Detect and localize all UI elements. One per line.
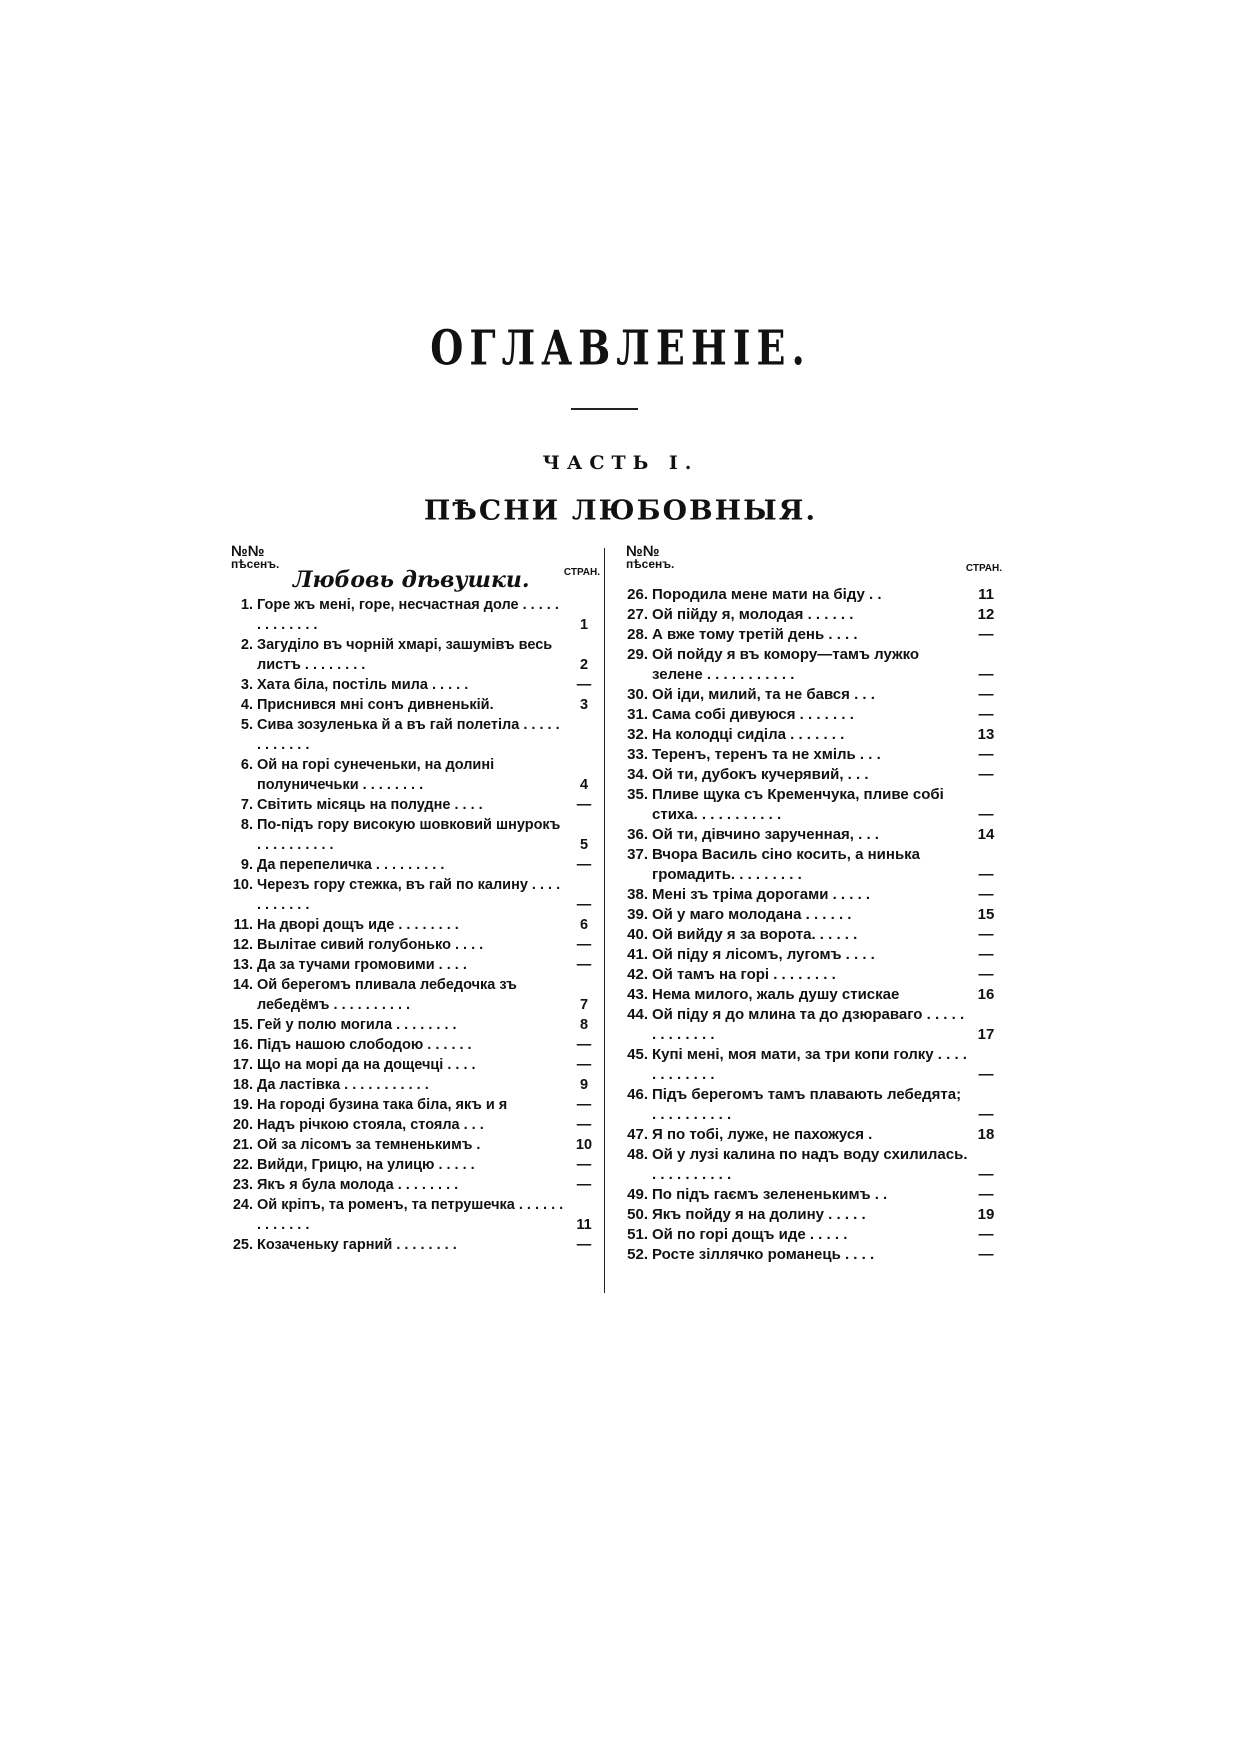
entry-title: А вже тому третій день . . . . — [652, 626, 858, 643]
toc-entry — [620, 1005, 1002, 1045]
entry-page: — — [978, 966, 994, 983]
left-header-numbers — [231, 545, 279, 571]
entry-page: — — [576, 1237, 592, 1253]
entry-title: Надъ річкою стояла, стояла . . . — [257, 1117, 484, 1133]
entry-page: — — [978, 1186, 994, 1203]
entry-number: 23. — [232, 1177, 253, 1193]
entry-title: Ой вийду я за ворота. . . . . . — [652, 926, 858, 943]
entry-page: 14 — [977, 826, 995, 843]
entry-title: Хата біла, постіль мила . . . . . — [257, 677, 469, 693]
toc-entry — [620, 965, 1002, 985]
entry-number: 6. — [240, 757, 253, 773]
entry-page: — — [978, 706, 994, 723]
entry-title: Вийди, Грицю, на улицю . . . . . — [257, 1157, 475, 1173]
entry-title: Пливе щука съ Кременчука, пливе собі стиха. . . . . . . . . . . — [652, 786, 944, 823]
entry-title: Нема милого, жаль душу стискае — [652, 986, 900, 1003]
toc-entry — [620, 985, 1002, 1005]
left-header-numbers-symbol: №№ — [231, 543, 265, 560]
entry-title: Сама собі дивуюся . . . . . . . — [652, 706, 854, 723]
toc-entry — [225, 795, 600, 815]
entry-page: 3 — [579, 697, 589, 713]
entry-title: Ой по горі дощъ иде . . . . . — [652, 1226, 848, 1243]
entry-page: — — [576, 937, 592, 953]
entry-number: 34. — [627, 766, 648, 783]
entry-number: 30. — [627, 686, 648, 703]
left-column-subtitle: Любовь дѣвушки. — [293, 567, 530, 593]
entry-title: Вчора Василь сіно косить, а нинька громадить. . . . . . . . . — [652, 846, 921, 883]
entry-page: — — [576, 1157, 592, 1173]
entry-number: 29. — [627, 646, 648, 663]
toc-entry — [620, 1045, 1002, 1085]
entry-number: 51. — [627, 1226, 648, 1243]
entry-title: На дворі дощъ иде . . . . . . . . — [257, 917, 459, 933]
entry-page: — — [576, 857, 592, 873]
entry-page: 8 — [579, 1017, 589, 1033]
entry-title: Світить місяць на полудне . . . . — [257, 797, 483, 813]
entry-number: 21. — [232, 1137, 253, 1153]
entry-title: Якъ пойду я на долину . . . . . — [652, 1206, 866, 1223]
entry-title: Ой на горі сунеченьки, на долині полуничечьки . . . . . . . . — [257, 757, 495, 793]
toc-entry — [620, 745, 1002, 765]
entry-number: 17. — [232, 1057, 253, 1073]
entry-page: — — [978, 1226, 994, 1243]
entry-title: Ой за лісомъ за темненькимъ . — [257, 1137, 481, 1153]
entry-page: — — [576, 797, 592, 813]
toc-entry — [225, 1235, 600, 1255]
right-column-header — [620, 545, 1002, 585]
entry-number: 4. — [240, 697, 253, 713]
entry-title: Ой кріпъ, та роменъ, та петрушечка . . . . . . . . . . . . . — [257, 1197, 564, 1233]
entry-page: 1 — [579, 617, 589, 633]
toc-entry — [620, 605, 1002, 625]
entry-title: Ой у лузі калина по надъ воду схилилась. . . . . . . . . . . — [652, 1146, 968, 1183]
entry-page: — — [576, 1057, 592, 1073]
entry-title: Гей у полю могила . . . . . . . . — [257, 1017, 457, 1033]
entry-page: — — [978, 746, 994, 763]
toc-left-column — [225, 545, 600, 1255]
entry-number: 7. — [240, 797, 253, 813]
entry-number: 50. — [627, 1206, 648, 1223]
entry-page: — — [978, 1246, 994, 1263]
entry-number: 20. — [232, 1117, 253, 1133]
toc-entry — [620, 925, 1002, 945]
right-header-page: СТРАН. — [965, 563, 1002, 574]
entry-page: — — [978, 626, 994, 643]
entry-page: — — [978, 666, 994, 683]
entry-number: 22. — [232, 1157, 253, 1173]
entry-page: — — [978, 686, 994, 703]
entry-title: Я по тобі, луже, не пахожуся . — [652, 1126, 873, 1143]
left-entries-list — [225, 595, 600, 1255]
toc-entry — [225, 975, 600, 1015]
toc-entry — [225, 755, 600, 795]
toc-entry — [225, 1155, 600, 1175]
entry-page: 16 — [977, 986, 995, 1003]
entry-number: 24. — [232, 1197, 253, 1213]
entry-number: 9. — [240, 857, 253, 873]
entry-number: 19. — [232, 1097, 253, 1113]
entry-title: Ой берегомъ пливала лебедочка зъ лебедёмъ . . . . . . . . . . — [257, 977, 517, 1013]
entry-title: Приснився мні сонъ дивненькій. — [257, 697, 494, 713]
entry-page: 5 — [579, 837, 589, 853]
entry-number: 44. — [627, 1006, 648, 1023]
entry-number: 8. — [240, 817, 253, 833]
entry-page: 10 — [575, 1137, 593, 1153]
entry-title: Ой піду я лісомъ, лугомъ . . . . — [652, 946, 875, 963]
entry-page: 19 — [977, 1206, 995, 1223]
entry-title: Ой ти, дівчино зарученная, . . . — [652, 826, 879, 843]
entry-title: Да за тучами громовими . . . . — [257, 957, 467, 973]
entry-page: 6 — [579, 917, 589, 933]
entry-page: — — [978, 926, 994, 943]
toc-entry — [225, 1035, 600, 1055]
toc-entry — [225, 595, 600, 635]
toc-right-column — [620, 545, 1002, 1265]
entry-title: Ой тамъ на горі . . . . . . . . — [652, 966, 836, 983]
entry-number: 25. — [232, 1237, 253, 1253]
entry-number: 26. — [627, 586, 648, 603]
entry-number: 35. — [627, 786, 648, 803]
toc-entry — [620, 785, 1002, 825]
entry-page: — — [978, 866, 994, 883]
toc-entry — [620, 1085, 1002, 1125]
entry-title: Сива зозуленька й а въ гай полетіла . . . . . . . . . . . . — [257, 717, 560, 753]
left-header-numbers-sub: пѣсенъ. — [231, 557, 280, 571]
entry-page: 12 — [977, 606, 995, 623]
entry-number: 40. — [627, 926, 648, 943]
entry-title: Мені зъ тріма дорогами . . . . . — [652, 886, 871, 903]
toc-entry — [620, 1205, 1002, 1225]
entry-number: 36. — [627, 826, 648, 843]
right-header-numbers-sub: пѣсенъ. — [626, 557, 675, 571]
entry-page: — — [978, 946, 994, 963]
entry-title: Породила мене мати на біду . . — [652, 586, 882, 603]
entry-number: 33. — [627, 746, 648, 763]
toc-entry — [225, 855, 600, 875]
entry-title: Ой пойду я въ комору—тамъ лужко зелене . . . . . . . . . . . — [652, 646, 920, 683]
entry-page: 18 — [977, 1126, 995, 1143]
entry-number: 38. — [627, 886, 648, 903]
toc-entry — [225, 1055, 600, 1075]
entry-title: Да перепеличка . . . . . . . . . — [257, 857, 445, 873]
entry-number: 39. — [627, 906, 648, 923]
entry-number: 12. — [232, 937, 253, 953]
right-entries-list — [620, 585, 1002, 1265]
entry-title: Ой ти, дубокъ кучерявий, . . . — [652, 766, 869, 783]
entry-number: 18. — [232, 1077, 253, 1093]
entry-page: 17 — [977, 1026, 995, 1043]
entry-page: 13 — [977, 726, 995, 743]
left-header-page: СТРАН. — [563, 567, 600, 578]
entry-number: 27. — [627, 606, 648, 623]
toc-entry — [225, 1015, 600, 1035]
entry-page: 7 — [579, 997, 589, 1013]
entry-title: На городі бузина така біла, якъ и я — [257, 1097, 508, 1113]
toc-entry — [225, 675, 600, 695]
entry-title: Черезъ гору стежка, въ гай по калину . . . . . . . . . . . — [257, 877, 561, 913]
entry-number: 5. — [240, 717, 253, 733]
entry-number: 2. — [240, 637, 253, 653]
entry-number: 15. — [232, 1017, 253, 1033]
entry-page: 9 — [579, 1077, 589, 1093]
toc-entry — [620, 705, 1002, 725]
toc-entry — [225, 875, 600, 915]
toc-entry — [620, 685, 1002, 705]
entry-title: Теренъ, теренъ та не хміль . . . — [652, 746, 881, 763]
toc-entry — [225, 1135, 600, 1155]
entry-page: — — [576, 677, 592, 693]
entry-number: 45. — [627, 1046, 648, 1063]
entry-number: 32. — [627, 726, 648, 743]
entry-title: Росте зіллячко романець . . . . — [652, 1246, 875, 1263]
entry-page: — — [978, 766, 994, 783]
entry-page: — — [576, 1177, 592, 1193]
entry-page: 4 — [579, 777, 589, 793]
entry-page: 2 — [579, 657, 589, 673]
entry-number: 52. — [627, 1246, 648, 1263]
toc-entry — [225, 635, 600, 675]
entry-page: 11 — [978, 586, 994, 603]
toc-entry — [620, 625, 1002, 645]
entry-title: Ой іди, милий, та не бався . . . — [652, 686, 875, 703]
toc-entry — [620, 1245, 1002, 1265]
entry-title: Що на морі да на дощечці . . . . — [257, 1057, 476, 1073]
entry-number: 48. — [627, 1146, 648, 1163]
toc-entry — [620, 945, 1002, 965]
toc-entry — [620, 1225, 1002, 1245]
entry-title: Вылітае сивий голубонько . . . . — [257, 937, 484, 953]
toc-entry — [225, 815, 600, 855]
entry-number: 16. — [232, 1037, 253, 1053]
toc-entry — [620, 585, 1002, 605]
entry-number: 1. — [240, 597, 253, 613]
entry-title: Горе жъ мені, горе, несчастная доле . . . . . . . . . . . . . — [257, 597, 559, 633]
toc-entry — [620, 765, 1002, 785]
entry-page: — — [978, 806, 994, 823]
title-divider-rule — [571, 408, 638, 410]
toc-entry — [225, 695, 600, 715]
entry-title: Ой піду я до млина та до дзюраваго . . . . . . . . . . . . . — [652, 1006, 965, 1043]
toc-entry — [225, 1175, 600, 1195]
entry-page: — — [978, 1066, 994, 1083]
entry-number: 47. — [627, 1126, 648, 1143]
entry-title: Підъ нашою слободою . . . . . . — [257, 1037, 472, 1053]
entry-page: 15 — [977, 906, 995, 923]
entry-title: По-підъ гору високую шовковий шнурокъ . . . . . . . . . . — [257, 817, 561, 853]
entry-number: 37. — [627, 846, 648, 863]
entry-number: 14. — [232, 977, 253, 993]
entry-title: Ой у маго молодана . . . . . . — [652, 906, 852, 923]
column-divider — [604, 548, 605, 1293]
section-title: ПѢСНИ ЛЮБОВНЫЯ. — [423, 494, 818, 527]
toc-entry — [620, 725, 1002, 745]
entry-number: 41. — [627, 946, 648, 963]
right-header-numbers — [626, 545, 674, 571]
entry-title: Козаченьку гарний . . . . . . . . — [257, 1237, 457, 1253]
entry-number: 49. — [627, 1186, 648, 1203]
right-header-numbers-symbol: №№ — [626, 543, 660, 560]
toc-entry — [225, 1095, 600, 1115]
entry-page: — — [576, 1117, 592, 1133]
toc-entry — [225, 935, 600, 955]
entry-title: Купі мені, моя мати, за три копи голку . . . . . . . . . . . . — [652, 1046, 967, 1083]
entry-title: Да ластівка . . . . . . . . . . . — [257, 1077, 429, 1093]
toc-entry — [620, 1125, 1002, 1145]
entry-page: 11 — [576, 1217, 592, 1233]
entry-title: Загуділо въ чорній хмарі, зашумівъ весь листъ . . . . . . . . — [257, 637, 553, 673]
toc-entry — [620, 885, 1002, 905]
toc-entry — [225, 915, 600, 935]
entry-number: 42. — [627, 966, 648, 983]
entry-page: — — [576, 957, 592, 973]
entry-number: 3. — [240, 677, 253, 693]
entry-number: 46. — [627, 1086, 648, 1103]
entry-number: 43. — [627, 986, 648, 1003]
toc-entry — [620, 1145, 1002, 1185]
toc-entry — [225, 715, 600, 755]
entry-number: 28. — [627, 626, 648, 643]
left-column-header — [225, 545, 600, 595]
entry-number: 10. — [232, 877, 253, 893]
entry-number: 31. — [627, 706, 648, 723]
toc-entry — [620, 645, 1002, 685]
entry-title: Підъ берегомъ тамъ плавають лебедята; . . . . . . . . . . — [652, 1086, 962, 1123]
toc-entry — [620, 825, 1002, 845]
entry-title: Якъ я була молода . . . . . . . . — [257, 1177, 459, 1193]
toc-entry — [225, 1075, 600, 1095]
toc-entry — [225, 1195, 600, 1235]
toc-entry — [620, 845, 1002, 885]
entry-title: По підъ гаємъ зелененькимъ . . — [652, 1186, 888, 1203]
entry-number: 11. — [233, 917, 253, 933]
entry-page: — — [576, 1037, 592, 1053]
entry-page: — — [978, 1106, 994, 1123]
entry-number: 13. — [232, 957, 253, 973]
entry-page: — — [576, 1097, 592, 1113]
entry-page: — — [978, 1166, 994, 1183]
toc-entry — [225, 955, 600, 975]
part-label: ЧАСТЬ I. — [542, 452, 699, 474]
toc-entry — [225, 1115, 600, 1135]
entry-page: — — [978, 886, 994, 903]
entry-page: — — [576, 897, 592, 913]
toc-entry — [620, 1185, 1002, 1205]
entry-title: Ой пійду я, молодая . . . . . . — [652, 606, 854, 623]
toc-entry — [620, 905, 1002, 925]
entry-title: На колодці сиділа . . . . . . . — [652, 726, 845, 743]
page-title: ОГЛАВЛЕНІЕ. — [430, 319, 811, 376]
